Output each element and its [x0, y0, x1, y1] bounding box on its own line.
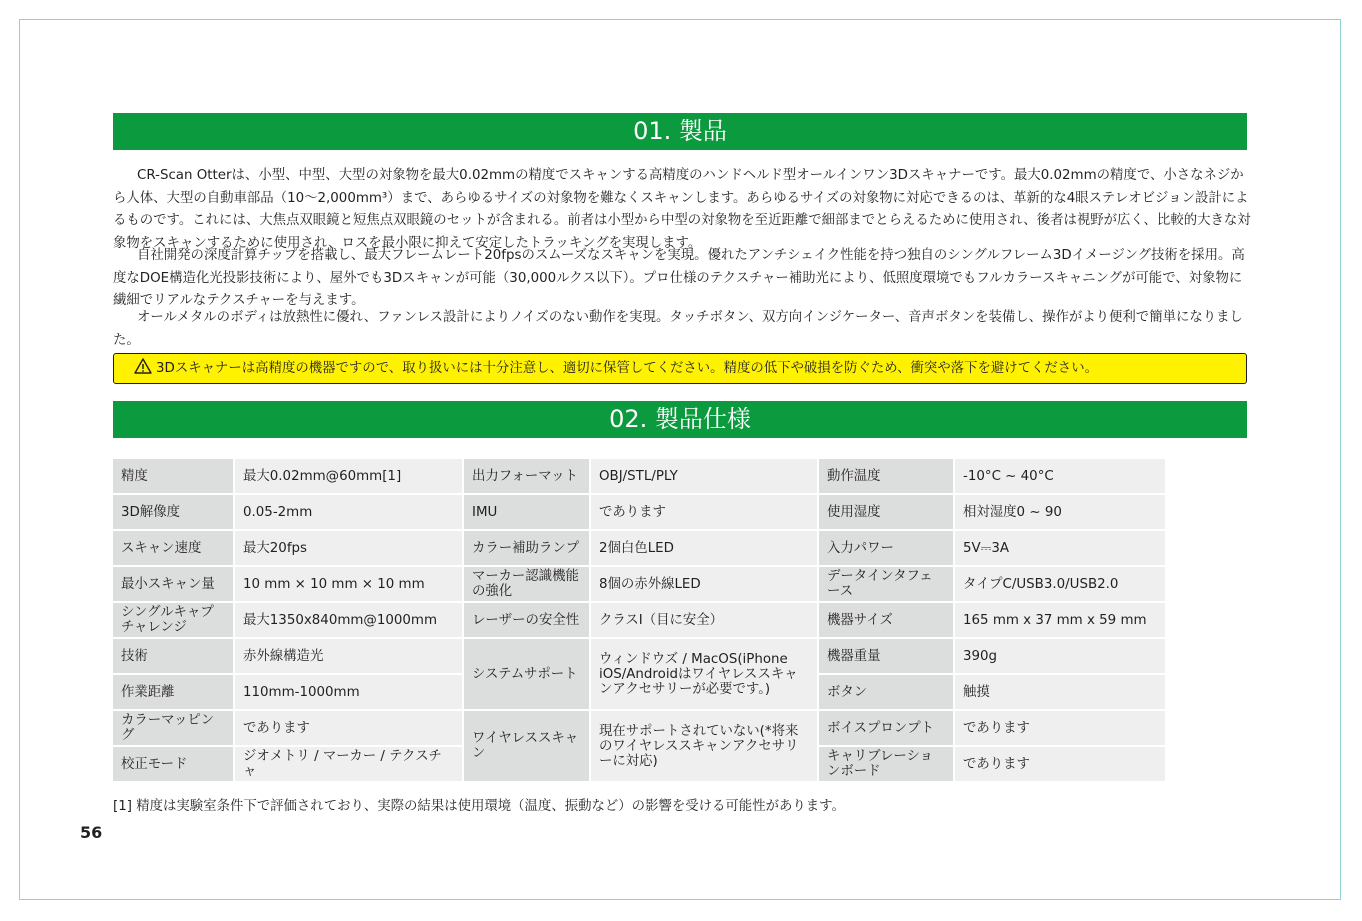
product-paragraph-3: オールメタルのボディは放熱性に優れ、ファンレス設計によりノイズのない動作を実現。タッチボタン、双方向インジケーター、音声ボタンを装備し、操作がより便利で簡単になりました。 [113, 310, 1243, 348]
spec-table [111, 457, 1167, 783]
spec-value: タイプC/USB3.0/USB2.0 [955, 567, 1165, 601]
spec-key: 使用湿度 [819, 495, 953, 529]
spec-value: であります [235, 711, 462, 745]
spec-value: 現在サポートされていない(*将来のワイヤレススキャンアクセサリーに対応) [591, 711, 817, 781]
table-row [113, 495, 1165, 529]
spec-key: シングルキャプチャレンジ [113, 603, 233, 637]
page-number: 56 [80, 823, 103, 842]
spec-key: 精度 [113, 459, 233, 493]
spec-key: キャリブレーションボード [819, 747, 953, 781]
warning-box [113, 353, 1247, 384]
spec-key: IMU [464, 495, 589, 529]
table-row [113, 567, 1165, 601]
spec-key: ボイスプロンプト [819, 711, 953, 745]
spec-value: 最大1350x840mm@1000mm [235, 603, 462, 637]
spec-key: システムサポート [464, 639, 589, 709]
spec-key: 作業距離 [113, 675, 233, 709]
warning-text: 3Dスキャナーは高精度の機器ですので、取り扱いには十分注意し、適切に保管してください。精度の低下や破損を防ぐため、衝突や落下を避けてください。 [156, 361, 1098, 376]
spec-value: ジオメトリ / マーカー / テクスチャ [235, 747, 462, 781]
spec-value: であります [955, 711, 1165, 745]
spec-value: -10°C ~ 40°C [955, 459, 1165, 493]
table-row [113, 603, 1165, 637]
spec-value: OBJ/STL/PLY [591, 459, 817, 493]
spec-value: であります [955, 747, 1165, 781]
spec-key: 校正モード [113, 747, 233, 781]
spec-value: 8個の赤外線LED [591, 567, 817, 601]
spec-value: 最大0.02mm@60mm[1] [235, 459, 462, 493]
spec-value: であります [591, 495, 817, 529]
spec-value: 0.05-2mm [235, 495, 462, 529]
spec-key: 機器重量 [819, 639, 953, 673]
spec-key: マーカー認識機能の強化 [464, 567, 589, 601]
spec-key: データインタフェース [819, 567, 953, 601]
spec-value: 110mm-1000mm [235, 675, 462, 709]
spec-key: レーザーの安全性 [464, 603, 589, 637]
spec-value: 5V⎓3A [955, 531, 1165, 565]
spec-key: カラーマッピング [113, 711, 233, 745]
spec-value: 最大20fps [235, 531, 462, 565]
spec-key: 入力パワー [819, 531, 953, 565]
spec-key: 動作温度 [819, 459, 953, 493]
spec-value: ウィンドウズ / MacOS(iPhone iOS/Androidはワイヤレススキャンアクセサリーが必要です。) [591, 639, 817, 709]
spec-key: 出力フォーマット [464, 459, 589, 493]
table-row [113, 639, 1165, 673]
spec-value: 390g [955, 639, 1165, 673]
spec-value: 相対湿度0 ~ 90 [955, 495, 1165, 529]
table-row [113, 531, 1165, 565]
spec-key: ボタン [819, 675, 953, 709]
warning-triangle-icon [134, 358, 152, 374]
spec-key: ワイヤレススキャン [464, 711, 589, 781]
product-paragraph-1: CR-Scan Otterは、小型、中型、大型の対象物を最大0.02mmの精度でスキャンする高精度のハンドヘルド型オールインワン3Dスキャナーです。最大0.02mmの精度で、小さなネジから人体、大型の自動車部品（10～2,000mm³）まで、あらゆるサイズの対象物を難なくスキャンします。あらゆるサイズの対象物に対応できるのは、革新的な4眼ステレオビジョン設計によるものです。これには、大焦点双眼鏡と短焦点双眼鏡のセットが含まれる。前者は小型から中型の対象物を至近距離で細部までとらえるために使用され、後者は視野が広く、比較的大きな対象物をスキャンするために使用され、ロスを最小限に抑えて安定したトラッキングを実現します。 [113, 168, 1251, 251]
footnote: [1] 精度は実験室条件下で評価されており、実際の結果は使用環境（温度、振動など）の影響を受ける可能性があります。 [113, 799, 845, 814]
section-title-product: 01. 製品 [113, 113, 1247, 150]
spec-key: 最小スキャン量 [113, 567, 233, 601]
spec-value: 2個白色LED [591, 531, 817, 565]
spec-key: カラー補助ランプ [464, 531, 589, 565]
table-row [113, 711, 1165, 745]
product-paragraph-2: 自社開発の深度計算チップを搭載し、最大フレームレート20fpsのスムーズなスキャンを実現。優れたアンチシェイク性能を持つ独自のシングルフレーム3Dイメージング技術を採用。高度なDOE構造化光投影技術により、屋外でも3Dスキャンが可能（30,000ルクス以下）。プロ仕様のテクスチャー補助光により、低照度環境でもフルカラースキャニングが可能で、対象物に繊細でリアルなテクスチャーを与えます。 [113, 248, 1245, 308]
spec-value: 10 mm × 10 mm × 10 mm [235, 567, 462, 601]
spec-key: スキャン速度 [113, 531, 233, 565]
spec-value: 赤外線構造光 [235, 639, 462, 673]
spec-value: 165 mm x 37 mm x 59 mm [955, 603, 1165, 637]
spec-key: 3D解像度 [113, 495, 233, 529]
section-title-spec: 02. 製品仕様 [113, 401, 1247, 438]
spec-key: 機器サイズ [819, 603, 953, 637]
spec-key: 技術 [113, 639, 233, 673]
spec-value: クラスI（目に安全） [591, 603, 817, 637]
table-row [113, 459, 1165, 493]
spec-value: 触摸 [955, 675, 1165, 709]
